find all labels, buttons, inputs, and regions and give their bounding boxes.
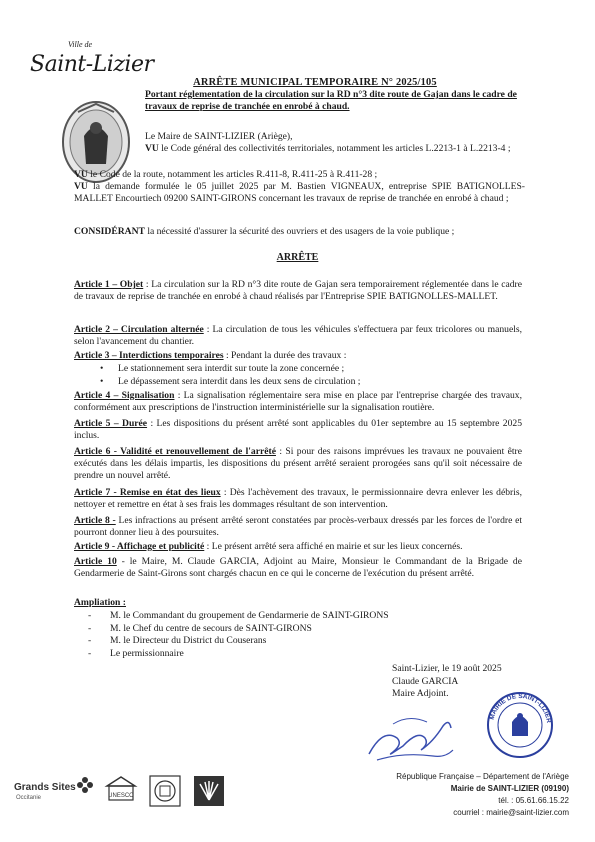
arrete-heading: ARRÊTE (276, 252, 319, 263)
article-3-bullet-list (100, 363, 360, 388)
article-3 (74, 350, 522, 362)
signatory-role: Maire Adjoint. (392, 688, 449, 699)
preamble-mayor: Le Maire de SAINT-LIZIER (Ariège), (145, 131, 293, 142)
mairie-footer (396, 771, 569, 819)
preamble-considerant (74, 226, 525, 238)
world-heritage-icon (148, 774, 182, 808)
list-item: - Le permissionnaire (88, 648, 389, 661)
stamp-text: MAIRIE DE SAINT-LIZIER (488, 692, 552, 724)
list-item: • Le stationnement sera interdit sur toute la zone concernée ; (100, 363, 360, 376)
article-text: : Si pour des raisons imprévues les travaux ne pouvaient être exécutés dans les délais impartis, les dispositions du présent arrêté seraient prorogées sans qu'il soit nécessaire de prendre un nouvel arrêté. (74, 446, 522, 481)
preamble-vu-2 (74, 169, 525, 181)
flower-icon (74, 774, 96, 796)
grands-sites-logo: Grands Sites (14, 782, 76, 793)
article-text: : Les dispositions du présent arrêté sont applicables du 01er septembre au 15 septembre 2025 inclus. (74, 418, 522, 441)
article-text: - le Maire, M. Claude GARCIA, Adjoint au Maire, Monsieur le Commandant de la Brigade de Gendarmerie de Saint-Girons sont chargés chacun en ce qui le concerne de l'exécution du présent arrêté. (74, 556, 522, 579)
article-label: Article 3 – Interdictions temporaires (74, 350, 224, 361)
article-text: Les infractions au présent arrêté seront constatées par procès-verbaux dressés par les forces de l'ordre et pourront donner lieu à des poursuites. (74, 515, 522, 538)
preamble-vu-1 (145, 143, 525, 155)
article-7 (74, 487, 522, 511)
vu-text: la demande formulée le 05 juillet 2025 par M. Bastien VIGNEAUX, entreprise SPIE BATIGNOLLES-MALLET Encourtiech 09200 SAINT-GIRONS concernant les travaux de reprise de tranchée en enrobé à chaud ; (74, 181, 525, 204)
article-6 (74, 446, 522, 482)
list-item: - M. le Directeur du District du Couserans (88, 635, 389, 648)
place-date: Saint-Lizier, le 19 août 2025 (392, 663, 502, 674)
footer-mairie: Mairie de SAINT-LIZIER (09190) (450, 784, 569, 793)
article-label: Article 9 - Affichage et publicité (74, 541, 205, 552)
logo-script-text: Saint-Lizier (30, 52, 154, 77)
article-label: Article 8 - (74, 515, 116, 526)
preamble-vu-3 (74, 181, 525, 205)
article-label: Article 1 – Objet (74, 279, 144, 290)
footer-phone: tél. : 05.61.66.15.22 (498, 796, 569, 805)
handwritten-signature (363, 708, 458, 766)
signatory-name: Claude GARCIA (392, 675, 459, 687)
article-text: : La signalisation réglementaire sera mise en place par l'entreprise chargée des travaux, conformément aux prescriptions de l'instruction interministérielle sur la signalisation routière. (74, 390, 522, 413)
article-9 (74, 541, 522, 553)
article-text: : La circulation de tous les véhicules s'effectuera par feux tricolores ou manuels, selon l'avancement du chantier. (74, 324, 522, 347)
article-text: : Le présent arrêté sera affiché en mairie et sur les lieux concernés. (204, 541, 463, 552)
vu-label: VU (74, 169, 88, 180)
article-label: Article 10 (74, 556, 117, 567)
ampliation-label: Ampliation : (74, 597, 126, 608)
article-text: : Dès l'achèvement des travaux, le permissionnaire devra enlever les débris, nettoyer et remettre en état à ses frais les dommages résultant de son intervention. (74, 487, 522, 510)
article-2 (74, 324, 522, 348)
list-item: • Le dépassement sera interdit dans les deux sens de circulation ; (100, 376, 360, 389)
article-4 (74, 390, 522, 414)
ampliation-list (88, 610, 389, 660)
document-subtitle: Portant réglementation de la circulation sur la RD n°3 dite route de Gajan dans le cadre de travaux de reprise de tranchée en enrobé à chaud. (145, 89, 517, 112)
list-item: - M. le Commandant du groupement de Gendarmerie de SAINT-GIRONS (88, 610, 389, 623)
article-text: : Pendant la durée des travaux : (223, 350, 347, 361)
article-1 (74, 279, 522, 303)
unesco-temple-icon (104, 774, 138, 808)
document-title: ARRÊTE MUNICIPAL TEMPORAIRE N° 2025/105 (193, 77, 437, 88)
vu-label: VU (74, 181, 88, 192)
article-text: : La circulation sur la RD n°3 dite route de Gajan sera temporairement réglementée dans le cadre de travaux de reprise de tranchée en enrobé à chaud réalisés par l'Entreprise SPIE BATIGNOLLES-MALLET. (74, 279, 523, 302)
logo-ville-de: Ville de (68, 40, 93, 49)
article-8 (74, 515, 522, 539)
footer-email: courriel : mairie@saint-lizier.com (453, 808, 569, 817)
pilgrimage-shell-icon (192, 774, 226, 808)
article-5 (74, 418, 522, 442)
vu-text: le Code de la route, notamment les articles R.411-8, R.411-25 à R.411-28 ; (90, 169, 378, 180)
article-label: Article 6 - Validité et renouvellement de l'arrêté (74, 446, 276, 457)
list-item: - M. le Chef du centre de secours de SAINT-GIRONS (88, 623, 389, 636)
article-label: Article 7 - Remise en état des lieux (74, 487, 221, 498)
official-stamp (485, 690, 555, 760)
article-10 (74, 556, 522, 580)
article-label: Article 5 – Durée (74, 418, 148, 429)
article-label: Article 2 – Circulation alternée (74, 324, 204, 335)
saint-lizier-logo (28, 38, 158, 90)
considerant-text: la nécessité d'assurer la sécurité des ouvriers et des usagers de la voie publique ; (147, 226, 455, 237)
considerant-label: CONSIDÉRANT (74, 226, 145, 237)
vu-text: le Code général des collectivités territoriales, notamment les articles L.2213-1 à L.2213-4 ; (161, 143, 511, 154)
vu-label: VU (145, 143, 159, 154)
partner-logos (12, 768, 242, 820)
footer-republique: République Française – Département de l'Ariège (396, 772, 569, 781)
article-label: Article 4 – Signalisation (74, 390, 175, 401)
unesco-text: UNESCO (108, 793, 134, 799)
grands-sites-sub: Occitanie (16, 795, 42, 801)
